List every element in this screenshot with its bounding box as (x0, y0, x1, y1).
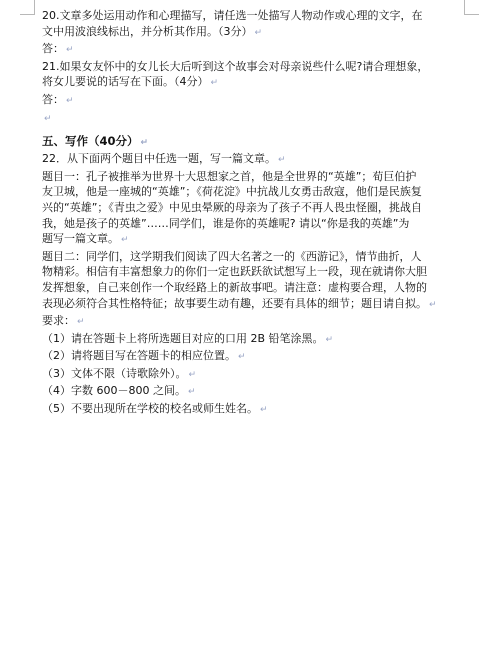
paragraph-mark-icon: ↵ (66, 95, 74, 106)
q21-line-2: 将女儿要说的话写在下面。（4分） ↵ (42, 75, 219, 89)
paragraph-mark-icon: ↵ (188, 369, 197, 380)
requirement-5: （5）不要出现所在学校的校名或师生姓名。 ↵ (42, 402, 268, 416)
paragraph-mark-icon: ↵ (278, 155, 286, 166)
topic2-line-1: 题目二：同学们，这学期我们阅读了四大名著之一的《西游记》，情节曲折，人 (42, 249, 422, 263)
document-body (42, 8, 466, 419)
q20-line-2: 文中用波浪线标出，并分析其作用。（3分） ↵ (42, 24, 263, 38)
topic1-line-3: 兴的“英雄”；《青虫之爱》中见虫晕厥的母亲为了孩子不再人畏虫怪圈，挑战自 (42, 200, 422, 214)
margin-corner-mark-right (464, 0, 479, 15)
topic1-line-1: 题目一：孔子被推举为世界十大思想家之首，他是全世界的“英雄”；荀巨伯护 (42, 169, 417, 183)
paragraph-mark-icon: ↵ (238, 352, 246, 363)
blank-line (42, 110, 466, 128)
topic1-line-4: 我，她是孩子的英雄”……同学们，谁是你的英雄呢? 请以“你是我的英雄”为 (42, 216, 410, 230)
paragraph-mark-icon: ↵ (210, 78, 219, 89)
paragraph-mark-icon: ↵ (77, 317, 85, 328)
q22-prompt: 22．从下面两个题目中任选一题，写一篇文章。 ↵ (42, 152, 286, 166)
paragraph-mark-icon: ↵ (140, 138, 149, 149)
q20-line-1: 20.文章多处运用动作和心理描写，请任选一处描写人物动作或心理的文字，在 (42, 9, 423, 22)
q21-line-1: 21.如果女友怀中的女儿长大后听到这个故事会对母亲说些什么呢?请合理想象， (42, 59, 429, 73)
paragraph-mark-icon: ↵ (121, 235, 129, 246)
topic2-line-4: 表现必须符合其性格特征；故事要生动有趣，还要有具体的细节；题目请自拟。 ↵ (42, 296, 437, 310)
section-heading-writing: 五、写作（40分） ↵ (42, 134, 149, 149)
paragraph-mark-icon: ↵ (254, 27, 263, 38)
paragraph-mark-icon: ↵ (187, 387, 196, 398)
topic1-line-5: 题写一篇文章。 ↵ (42, 232, 129, 246)
topic1-line-2: 友卫城，他是一座城的“英雄”；《荷花淀》中抗战儿女勇击敌寇，他们是民族复 (42, 185, 422, 199)
requirement-2: （2）请将题目写在答题卡的相应位置。 ↵ (42, 349, 246, 363)
requirement-3: （3）文体不限（诗歌除外）。 ↵ (42, 366, 197, 380)
requirement-4: （4）字数 600－800 之间。 ↵ (42, 384, 196, 398)
margin-corner-mark-left (20, 0, 35, 15)
paragraph-mark-icon: ↵ (44, 113, 52, 124)
answer-label-1: 答： ↵ (42, 42, 74, 56)
paragraph-mark-icon: ↵ (429, 299, 437, 310)
paragraph-mark-icon: ↵ (325, 334, 334, 345)
paragraph-mark-icon: ↵ (66, 45, 74, 56)
answer-label-2: 答： ↵ (42, 92, 74, 106)
topic2-line-3: 发挥想象，自己来创作一个取经路上的新故事吧。请注意：虚构要合理，人物的 (42, 280, 427, 294)
requirement-1: （1）请在答题卡上将所选题目对应的口用 2B 铅笔涂黑。 ↵ (42, 331, 334, 345)
paragraph-mark-icon: ↵ (260, 405, 268, 416)
topic2-line-2: 物精彩。相信有丰富想象力的你们一定也跃跃欲试想写上一段，现在就请你大胆 (42, 265, 427, 279)
requirements-label: 要求： ↵ (42, 314, 85, 328)
